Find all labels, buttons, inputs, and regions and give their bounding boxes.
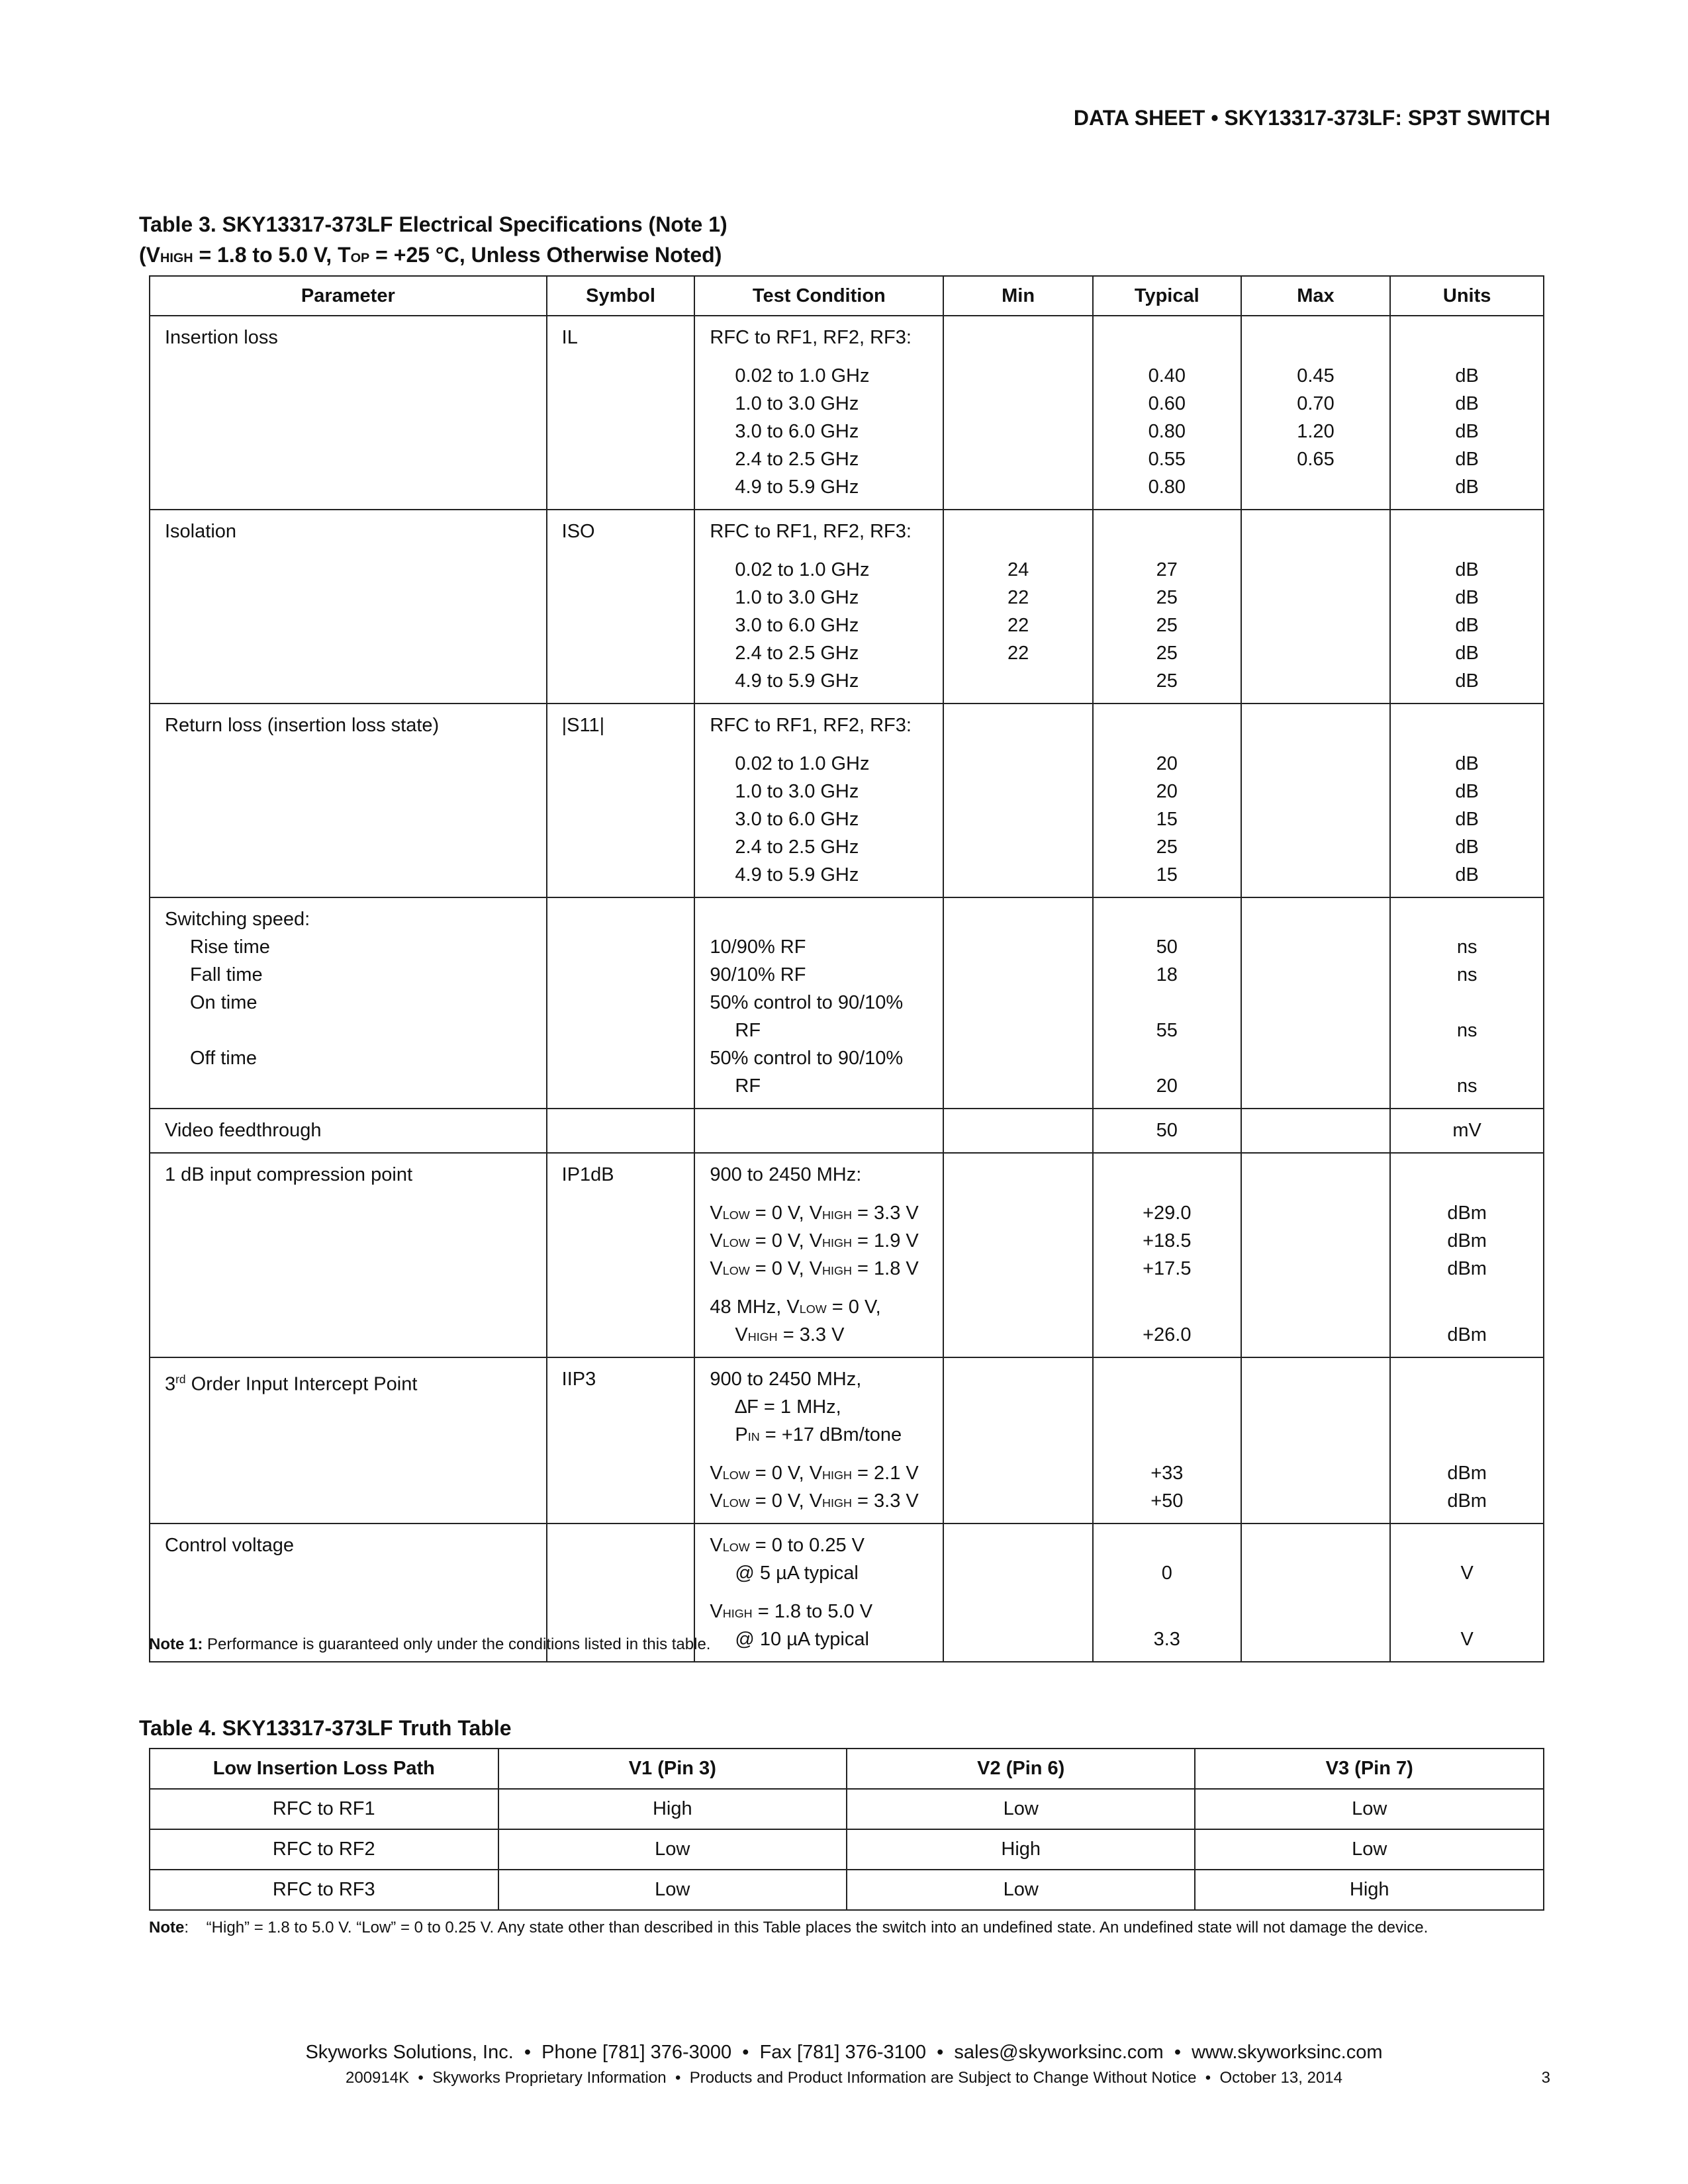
table3-caption-line2: (VHIGH = 1.8 to 5.0 V, TOP = +25 °C, Unless Otherwise Noted) <box>139 243 722 267</box>
table3-note: Note 1: Performance is guaranteed only under the conditions listed in this table. <box>149 1635 711 1653</box>
table-cell: Low <box>847 1870 1195 1910</box>
units-cell: dB <box>1455 809 1479 830</box>
condition-cell: VLOW = 0 to 0.25 V <box>710 1535 865 1556</box>
max-cell <box>1242 861 1390 889</box>
min-cell <box>944 418 1092 445</box>
typical-cell: 25 <box>1156 837 1178 858</box>
column-header: V2 (Pin 6) <box>847 1749 1195 1789</box>
max-cell <box>1242 750 1390 778</box>
units-cell: dBm <box>1447 1230 1487 1251</box>
footer-contact: Skyworks Solutions, Inc. • Phone [781] 376-3000 • Fax [781] 376-3100 • sales@skyworksinc.com • www.skyworksinc.com <box>305 2042 1383 2063</box>
units-cell: dB <box>1455 477 1479 498</box>
condition-cell: 3.0 to 6.0 GHz <box>735 615 859 636</box>
min-cell <box>944 473 1092 501</box>
max-cell <box>1242 833 1390 861</box>
condition-cell: RFC to RF1, RF2, RF3: <box>710 521 912 542</box>
typical-cell: 25 <box>1156 643 1178 664</box>
condition-cell: VHIGH = 1.8 to 5.0 V <box>710 1601 873 1622</box>
condition-cell: 900 to 2450 MHz, <box>710 1369 862 1390</box>
max-cell: 1.20 <box>1297 421 1335 442</box>
condition-cell: @ 10 µA typical <box>735 1629 869 1650</box>
min-cell <box>944 445 1092 473</box>
units-cell: dB <box>1455 559 1479 580</box>
column-header: Low Insertion Loss Path <box>150 1749 498 1789</box>
units-cell: dBm <box>1447 1203 1487 1224</box>
parameter-cell: 3rd Order Input Intercept Point <box>165 1373 418 1395</box>
min-cell <box>944 390 1092 418</box>
units-cell: dB <box>1455 587 1479 608</box>
units-cell: dBm <box>1447 1490 1487 1512</box>
condition-cell: 10/90% RF <box>710 936 806 958</box>
max-cell <box>1242 805 1390 833</box>
column-header: Symbol <box>547 276 695 316</box>
table-cell: RFC to RF2 <box>150 1829 498 1870</box>
typical-cell: 50 <box>1156 1120 1178 1141</box>
typical-cell: 27 <box>1156 559 1178 580</box>
condition-cell: 1.0 to 3.0 GHz <box>735 393 859 414</box>
condition-cell: ∆F = 1 MHz, <box>735 1396 841 1418</box>
units-cell: dB <box>1455 837 1479 858</box>
typical-cell: 0.40 <box>1148 365 1186 387</box>
condition-cell: 900 to 2450 MHz: <box>710 1164 862 1185</box>
max-cell <box>1242 473 1390 501</box>
table-cell: Low <box>498 1870 847 1910</box>
table-cell: Low <box>1195 1789 1544 1829</box>
typical-cell: 25 <box>1156 587 1178 608</box>
table-row <box>150 510 1544 704</box>
table-header-row <box>150 1749 1544 1789</box>
typical-cell: +29.0 <box>1143 1203 1192 1224</box>
table-cell: Low <box>847 1789 1195 1829</box>
condition-cell: 90/10% RF <box>710 964 806 985</box>
typical-cell: +18.5 <box>1143 1230 1192 1251</box>
table-row <box>150 704 1544 897</box>
electrical-specifications-table <box>149 275 1544 1662</box>
units-cell: dB <box>1455 864 1479 886</box>
table3-caption <box>139 209 727 273</box>
min-cell <box>944 750 1092 778</box>
condition-cell: 50% control to 90/10% <box>710 992 904 1013</box>
truth-table <box>149 1748 1544 1911</box>
table-row <box>150 1357 1544 1524</box>
condition-cell: 0.02 to 1.0 GHz <box>735 559 870 580</box>
table4-caption: Table 4. SKY13317-373LF Truth Table <box>139 1716 512 1740</box>
column-header: Max <box>1241 276 1391 316</box>
units-cell: dB <box>1455 393 1479 414</box>
typical-cell: 25 <box>1156 670 1178 692</box>
table-cell: High <box>1195 1870 1544 1910</box>
units-cell: mV <box>1452 1120 1481 1141</box>
parameter-cell: Switching speed: <box>165 909 310 930</box>
table-cell: High <box>498 1789 847 1829</box>
max-cell: 0.65 <box>1297 449 1335 470</box>
condition-cell: RFC to RF1, RF2, RF3: <box>710 327 912 348</box>
units-cell: V <box>1460 1629 1474 1650</box>
condition-cell: PIN = +17 dBm/tone <box>735 1424 902 1445</box>
condition-cell: 2.4 to 2.5 GHz <box>735 643 859 664</box>
parameter-cell: 1 dB input compression point <box>165 1164 412 1185</box>
units-cell: dB <box>1455 365 1479 387</box>
typical-cell: 50 <box>1156 936 1178 958</box>
condition-cell: 50% control to 90/10% <box>710 1048 904 1069</box>
min-cell: 24 <box>1007 559 1029 580</box>
typical-cell: 55 <box>1156 1020 1178 1041</box>
units-cell: ns <box>1456 964 1477 985</box>
condition-cell: 2.4 to 2.5 GHz <box>735 449 859 470</box>
typical-cell: 0.60 <box>1148 393 1186 414</box>
typical-cell: 15 <box>1156 809 1178 830</box>
condition-cell: 1.0 to 3.0 GHz <box>735 781 859 802</box>
page-number: 3 <box>1541 2069 1550 2087</box>
units-cell: dBm <box>1447 1463 1487 1484</box>
min-cell <box>944 362 1092 390</box>
max-cell <box>1242 639 1390 667</box>
units-cell: V <box>1460 1563 1474 1584</box>
condition-cell: @ 5 µA typical <box>735 1563 859 1584</box>
typical-cell: 0.55 <box>1148 449 1186 470</box>
parameter-cell: Video feedthrough <box>165 1120 322 1141</box>
typical-cell: 18 <box>1156 964 1178 985</box>
typical-cell: 0.80 <box>1148 421 1186 442</box>
condition-cell: 3.0 to 6.0 GHz <box>735 809 859 830</box>
max-cell <box>1242 556 1390 584</box>
symbol-cell: IL <box>561 327 578 348</box>
units-cell: dB <box>1455 753 1479 774</box>
typical-cell: 20 <box>1156 781 1178 802</box>
typical-cell: +50 <box>1150 1490 1184 1512</box>
parameter-cell: Off time <box>190 1048 257 1069</box>
typical-cell: 3.3 <box>1153 1629 1180 1650</box>
units-cell: dBm <box>1447 1324 1487 1345</box>
table-cell: Low <box>498 1829 847 1870</box>
table-row <box>150 1789 1544 1829</box>
running-header: DATA SHEET • SKY13317-373LF: SP3T SWITCH <box>1073 106 1550 130</box>
units-cell: dB <box>1455 615 1479 636</box>
parameter-cell: Return loss (insertion loss state) <box>165 715 440 736</box>
typical-cell: 0 <box>1161 1563 1172 1584</box>
parameter-cell: Rise time <box>190 936 270 958</box>
condition-cell: 3.0 to 6.0 GHz <box>735 421 859 442</box>
min-cell: 22 <box>1007 615 1029 636</box>
condition-cell: 4.9 to 5.9 GHz <box>735 477 859 498</box>
column-header: Typical <box>1093 276 1241 316</box>
units-cell: ns <box>1456 1075 1477 1097</box>
condition-cell: VLOW = 0 V, VHIGH = 2.1 V <box>710 1463 919 1484</box>
condition-cell: VHIGH = 3.3 V <box>735 1324 845 1345</box>
condition-cell: VLOW = 0 V, VHIGH = 3.3 V <box>710 1490 919 1512</box>
table-cell: RFC to RF1 <box>150 1789 498 1829</box>
condition-cell: VLOW = 0 V, VHIGH = 1.8 V <box>710 1258 919 1279</box>
typical-cell: 0.80 <box>1148 477 1186 498</box>
max-cell: 0.70 <box>1297 393 1335 414</box>
units-cell: ns <box>1456 936 1477 958</box>
column-header: V1 (Pin 3) <box>498 1749 847 1789</box>
condition-cell: 2.4 to 2.5 GHz <box>735 837 859 858</box>
condition-cell: RF <box>735 1075 761 1097</box>
typical-cell: 25 <box>1156 615 1178 636</box>
table-row <box>150 897 1544 1109</box>
column-header: Parameter <box>150 276 547 316</box>
max-cell <box>1242 667 1390 695</box>
max-cell <box>1242 612 1390 639</box>
table-row <box>150 1870 1544 1910</box>
typical-cell: +17.5 <box>1143 1258 1192 1279</box>
parameter-cell: Insertion loss <box>165 327 278 348</box>
condition-cell: VLOW = 0 V, VHIGH = 3.3 V <box>710 1203 919 1224</box>
condition-cell: RFC to RF1, RF2, RF3: <box>710 715 912 736</box>
condition-cell: 48 MHz, VLOW = 0 V, <box>710 1297 881 1318</box>
units-cell: dB <box>1455 421 1479 442</box>
min-cell: 22 <box>1007 643 1029 664</box>
min-cell <box>944 805 1092 833</box>
max-cell <box>1242 584 1390 612</box>
table-header-row <box>150 276 1544 316</box>
parameter-cell: Control voltage <box>165 1535 295 1556</box>
table4-note: Note: “High” = 1.8 to 5.0 V. “Low” = 0 to 0.25 V. Any state other than described in this Table places the switch into an undefined state. An undefined state will not damage the device. <box>149 1919 1429 1936</box>
column-header: Min <box>943 276 1093 316</box>
table-cell: RFC to RF3 <box>150 1870 498 1910</box>
units-cell: dB <box>1455 643 1479 664</box>
typical-cell: 20 <box>1156 753 1178 774</box>
symbol-cell: IP1dB <box>561 1164 614 1185</box>
symbol-cell: |S11| <box>561 715 605 736</box>
condition-cell: RF <box>735 1020 761 1041</box>
min-cell <box>944 667 1092 695</box>
table3-caption-line1: Table 3. SKY13317-373LF Electrical Specifications (Note 1) <box>139 212 727 236</box>
min-cell <box>944 833 1092 861</box>
symbol-cell: IIP3 <box>561 1369 596 1390</box>
footer-legal: 200914K • Skyworks Proprietary Information • Products and Product Information are Subject to Change Without Notice • October 13, 2014 <box>346 2069 1342 2087</box>
max-cell <box>1242 778 1390 805</box>
column-header: Units <box>1390 276 1544 316</box>
units-cell: ns <box>1456 1020 1477 1041</box>
units-cell: dB <box>1455 781 1479 802</box>
parameter-cell: Isolation <box>165 521 237 542</box>
condition-cell: 4.9 to 5.9 GHz <box>735 670 859 692</box>
units-cell: dB <box>1455 670 1479 692</box>
typical-cell: 15 <box>1156 864 1178 886</box>
table-row <box>150 1153 1544 1357</box>
typical-cell: +33 <box>1150 1463 1184 1484</box>
min-cell <box>944 778 1092 805</box>
typical-cell: +26.0 <box>1143 1324 1192 1345</box>
symbol-cell: ISO <box>561 521 595 542</box>
min-cell <box>944 861 1092 889</box>
column-header: Test Condition <box>694 276 943 316</box>
table-row <box>150 1109 1544 1153</box>
table-cell: Low <box>1195 1829 1544 1870</box>
max-cell: 0.45 <box>1297 365 1335 387</box>
condition-cell: 1.0 to 3.0 GHz <box>735 587 859 608</box>
units-cell: dB <box>1455 449 1479 470</box>
column-header: V3 (Pin 7) <box>1195 1749 1544 1789</box>
units-cell: dBm <box>1447 1258 1487 1279</box>
parameter-cell: Fall time <box>190 964 263 985</box>
condition-cell: 0.02 to 1.0 GHz <box>735 365 870 387</box>
min-cell: 22 <box>1007 587 1029 608</box>
parameter-cell: On time <box>190 992 258 1013</box>
table-cell: High <box>847 1829 1195 1870</box>
condition-cell: 0.02 to 1.0 GHz <box>735 753 870 774</box>
typical-cell: 20 <box>1156 1075 1178 1097</box>
condition-cell: VLOW = 0 V, VHIGH = 1.9 V <box>710 1230 919 1251</box>
table-row <box>150 1829 1544 1870</box>
table-row <box>150 316 1544 510</box>
condition-cell: 4.9 to 5.9 GHz <box>735 864 859 886</box>
